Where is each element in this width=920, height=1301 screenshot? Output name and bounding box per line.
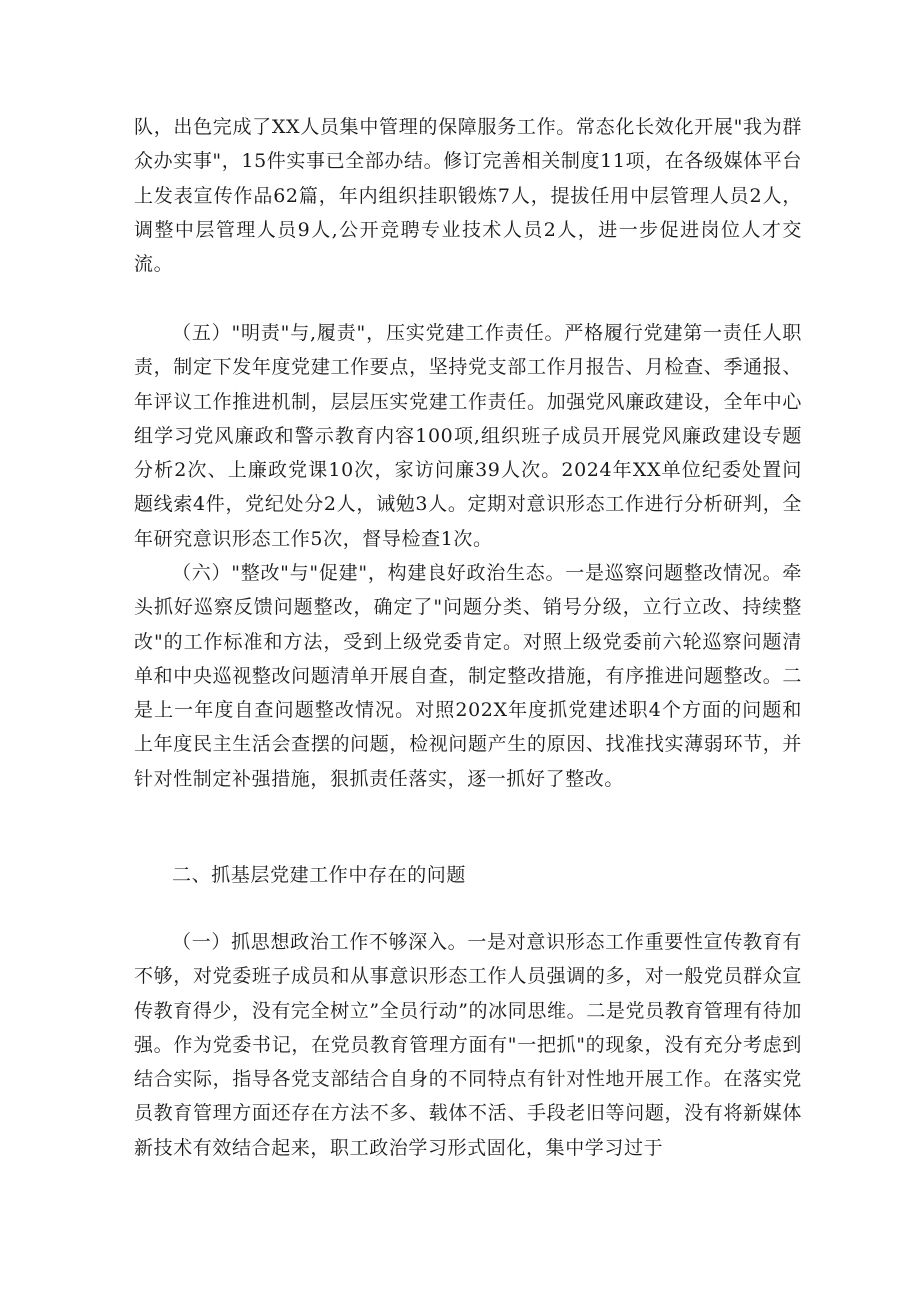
section-heading-problems: 二、抓基层党建工作中存在的问题 bbox=[172, 864, 467, 886]
paragraph-problem-one: （一）抓思想政治工作不够深入。一是对意识形态工作重要性宣传教育有不够，对党委班子成员和从事意识形态工作人员强调的多，对一般党员群众宣传教育得少，没有完全树立”全员行动”的冰同思维。二是党员教育管理有待加强。作为党委书记，在党员教育管理方面有"一把抓"的现象，没有充分考虑到结合实际，指导各党支部结合自身的不同特点有针对性地开展工作。在落实党员教育管理方面还存在方法不多、载体不活、手段老旧等问题，没有将新媒体新技术有效结合起来，职工政治学习形式固化，集中学习过于 bbox=[134, 931, 802, 1159]
paragraph-continuation: 队，出色完成了XX人员集中管理的保障服务工作。常态化长效化开展"我为群众办实事"，15件实事已全部办结。修订完善相关制度11项，在各级媒体平台上发表宣传作品62篇，年内组织挂职锻炼7人，提拔任用中层管理人员2人，调整中层管理人员9人,公开竞聘专业技术人员2人，进一步促进岗位人才交流。 bbox=[134, 116, 802, 276]
paragraph-section-five: （五）"明责"与,履责"，压实党建工作责任。严格履行党建第一责任人职责，制定下发年度党建工作要点，坚持党支部工作月报告、月检查、季通报、年评议工作推进机制，层层压实党建工作责任。加强党风廉政建设，全年中心组学习党风廉政和警示教育内容100项,组织班子成员开展党风廉政建设专题分析2次、上廉政党课10次，家访问廉39人次。2024年XX单位纪委处置问题线索4件，党纪处分2人，诫勉3人。定期对意识形态工作进行分析研判，全年研究意识形态工作5次，督导检查1次。 bbox=[134, 322, 802, 550]
paragraph-section-six: （六）"整改"与"促建"，构建良好政治生态。一是巡察问题整改情况。牵头抓好巡察反馈问题整改，确定了"问题分类、销号分级，立行立改、持续整改"的工作标准和方法，受到上级党委肯定。对照上级党委前六轮巡察问题清单和中央巡视整改问题清单开展自查，制定整改措施，有序推进问题整改。二是上一年度自查问题整改情况。对照202X年度抓党建述职4个方面的问题和上年度民主生活会查摆的问题，检视问题产生的原因、找准找实薄弱环节，并针对性制定补强措施，狠抓责任落实，逐一抓好了整改。 bbox=[134, 562, 802, 790]
